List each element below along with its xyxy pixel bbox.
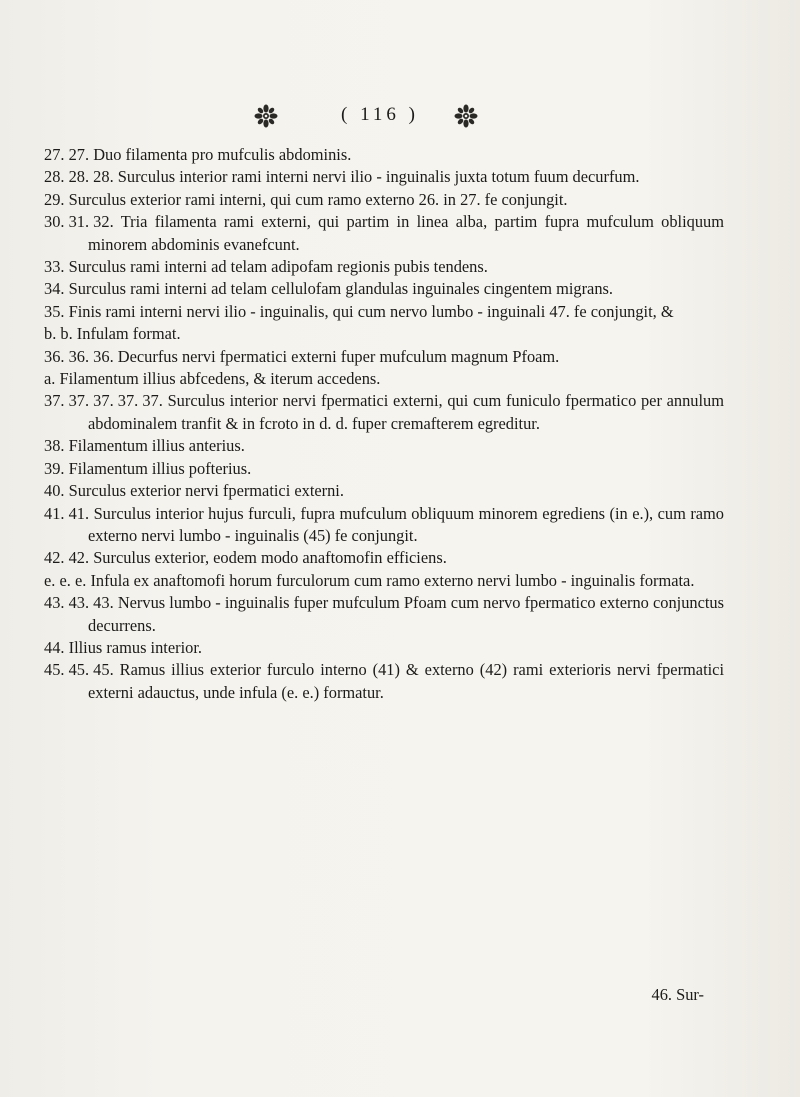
entry-number: b. b.	[44, 324, 73, 344]
legend-entry	[44, 503, 724, 548]
entry-number: a.	[44, 369, 56, 389]
page-header	[0, 104, 800, 134]
legend-entry	[44, 592, 724, 637]
legend-entry	[44, 166, 724, 188]
legend-entry	[44, 346, 724, 368]
legend-entry	[44, 278, 724, 300]
legend-entry	[44, 189, 724, 211]
entry-number: 30. 31. 32.	[44, 212, 114, 232]
legend-entry	[44, 390, 724, 435]
entry-text: Tria filamenta rami externi, qui partim in linea alba, partim fupra mufculum obliquum minorem abdominis evanefcunt.	[88, 212, 724, 254]
entry-number: 38.	[44, 436, 65, 456]
entry-number: 35.	[44, 301, 65, 321]
legend-entry	[44, 547, 724, 569]
entry-number: 43. 43. 43.	[44, 593, 114, 613]
entry-number: 41. 41.	[44, 503, 90, 523]
legend-entry	[44, 637, 724, 659]
legend-entry	[44, 368, 724, 390]
entry-text: Filamentum illius anterius.	[68, 436, 245, 456]
entry-text: Surculus exterior nervi fpermatici externi.	[68, 481, 344, 501]
entry-text: Surculus exterior rami interni, qui cum ramo externo 26. in 27. fe conjungit.	[68, 189, 568, 209]
entry-text: Filamentum illius pofterius.	[68, 458, 252, 478]
entry-number: 33.	[44, 257, 65, 277]
entry-text: Filamentum illius abfcedens, & iterum accedens.	[59, 369, 381, 389]
legend-entry	[44, 458, 724, 480]
entry-number: 34.	[44, 279, 65, 299]
entry-number: 28. 28. 28.	[44, 167, 114, 187]
entry-text: Infulam format.	[76, 324, 181, 344]
entry-number: 39.	[44, 458, 65, 478]
legend-entry	[44, 435, 724, 457]
entry-text: Surculus interior rami interni nervi ilio - inguinalis juxta totum fuum decurfum.	[117, 167, 640, 187]
entry-number: 44.	[44, 637, 65, 657]
entry-text: Finis rami interni nervi ilio - inguinalis, qui cum nervo lumbo - inguinali 47. fe conjungit, &	[68, 301, 674, 321]
legend-entry	[44, 570, 724, 592]
entry-text: Duo filamenta pro mufculis abdominis.	[93, 145, 352, 164]
legend-entry	[44, 301, 724, 323]
legend-entry	[44, 480, 724, 502]
legend-entry	[44, 256, 724, 278]
entry-text: Nervus lumbo - inguinalis fuper mufculum Pfoam cum nervo fpermatico externo conjunctus decurrens.	[88, 593, 724, 635]
entry-number: 42. 42.	[44, 548, 90, 568]
entry-text: Decurfus nervi fpermatici externi fuper mufculum magnum Pfoam.	[117, 346, 560, 366]
entry-text: Surculus interior nervi fpermatici externi, qui cum funiculo fpermatico per annulum abdominalem tranfit & in fcroto in d. d. fuper cremafterem egreditur.	[88, 391, 724, 433]
flower-ornament-icon	[454, 104, 478, 128]
entry-text: Infula ex anaftomofi horum furculorum cum ramo externo nervi lumbo - inguinalis formata.	[90, 570, 695, 590]
legend-entries	[44, 144, 724, 704]
page-number: ( 116 )	[341, 104, 419, 125]
entry-number: e. e. e.	[44, 570, 87, 590]
entry-text: Illius ramus interior.	[68, 637, 202, 657]
entry-text: Ramus illius exterior furculo interno (41) & externo (42) rami exterioris nervi fpermatici externi adauctus, unde infula (e. e.) formatur.	[88, 660, 724, 702]
legend-entry	[44, 144, 724, 166]
flower-ornament-icon	[254, 104, 278, 128]
entry-text: Surculus interior hujus furculi, fupra mufculum obliquum minorem egrediens (in e.), cum ramo externo nervi lumbo - inguinalis (45) fe conjungit.	[88, 503, 724, 545]
entry-number: 37. 37. 37. 37. 37.	[44, 391, 163, 411]
entry-text: Surculus exterior, eodem modo anaftomofin efficiens.	[93, 548, 447, 568]
entry-number: 29.	[44, 189, 65, 209]
entry-number: 45. 45. 45.	[44, 660, 114, 680]
entry-number: 27. 27.	[44, 145, 90, 164]
entry-text: Surculus rami interni ad telam cellulofam glandulas inguinales cingentem migrans.	[68, 279, 613, 299]
entry-number: 36. 36. 36.	[44, 346, 114, 366]
catchword: 46. Sur-	[651, 985, 704, 1004]
entry-number: 40.	[44, 481, 65, 501]
legend-entry	[44, 211, 724, 256]
legend-entry	[44, 323, 724, 345]
legend-entry	[44, 659, 724, 704]
entry-text: Surculus rami interni ad telam adipofam regionis pubis tendens.	[68, 257, 488, 277]
